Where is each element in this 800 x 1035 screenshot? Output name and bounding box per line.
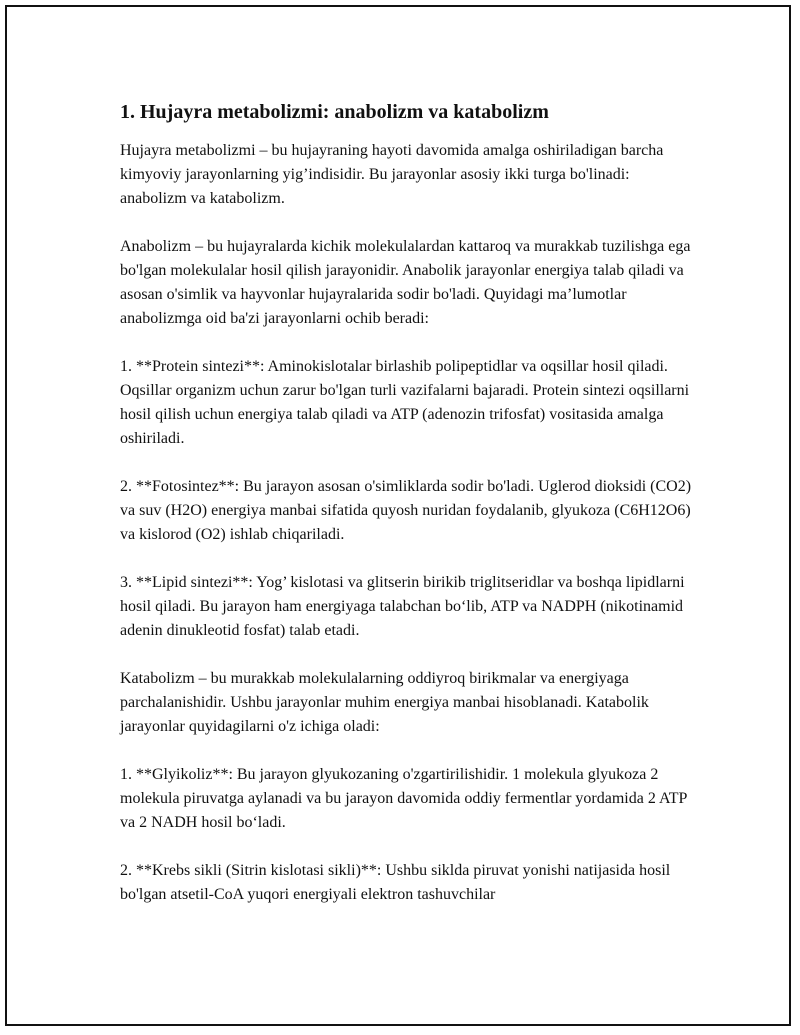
paragraph-glycolysis: 1. **Glyikoliz**: Bu jarayon glyukozaning o'zgartirilishidir. 1 molekula glyukoza 2 molekula piruvatga aylanadi va bu jarayon davomida oddiy fermentlar yordamida 2 ATP va 2 NADH hosil bo‘ladi. (120, 766, 687, 831)
document-page (5, 5, 791, 1026)
paragraph-lipid-synthesis: 3. **Lipid sintezi**: Yog’ kislotasi va glitserin birikib triglitseridlar va boshqa lipidlarni hosil qiladi. Bu jarayon ham energiyaga talabchan bo‘lib, ATP va NADPH (nikotinamid adenin dinukleotid fosfat) talab etadi. (120, 574, 685, 639)
section-heading: 1. Hujayra metabolizmi: anabolizm va katabolizm (120, 101, 549, 123)
paragraph-catabolism: Katabolizm – bu murakkab molekulalarning oddiyroq birikmalar va energiyaga parchalanishidir. Ushbu jarayonlar muhim energiya manbai hisoblanadi. Katabolik jarayonlar quyidagilarni o'z ichiga oladi: (120, 670, 649, 735)
paragraph-metabolism-intro: Hujayra metabolizmi – bu hujayraning hayoti davomida amalga oshiriladigan barcha kimyoviy jarayonlarning yig’indisidir. Bu jarayonlar asosiy ikki turga bo'linadi: anabolizm va katabolizm. (120, 142, 664, 207)
paragraph-krebs-cycle: 2. **Krebs sikli (Sitrin kislotasi sikli)**: Ushbu siklda piruvat yonishi natijasida hosil bo'lgan atsetil-CoA yuqori energiyali elektron tashuvchilar (120, 862, 671, 903)
paragraph-photosynthesis: 2. **Fotosintez**: Bu jarayon asosan o'simliklarda sodir bo'ladi. Uglerod dioksidi (CO2) va suv (H2O) energiya manbai sifatida quyosh nuridan foydalanib, glyukoza (C6H12O6) va kislorod (O2) ishlab chiqariladi. (120, 478, 692, 543)
paragraph-anabolism: Anabolizm – bu hujayralarda kichik molekulalardan kattaroq va murakkab tuzilishga ega bo'lgan molekulalar hosil qilish jarayonidir. Anabolik jarayonlar energiya talab qiladi va asosan o'simlik va hayvonlar hujayralarida sodir bo'ladi. Quyidagi ma’lumotlar anabolizmga oid ba'zi jarayonlarni ochib beradi: (120, 238, 691, 327)
paragraph-protein-synthesis: 1. **Protein sintezi**: Aminokislotalar birlashib polipeptidlar va oqsillar hosil qiladi. Oqsillar organizm uchun zarur bo'lgan turli vazifalarni bajaradi. Protein sintezi oqsillarni hosil qilish uchun energiya talab qiladi va ATP (adenozin trifosfat) vositasida amalga oshiriladi. (120, 358, 690, 447)
document-body (120, 97, 695, 931)
